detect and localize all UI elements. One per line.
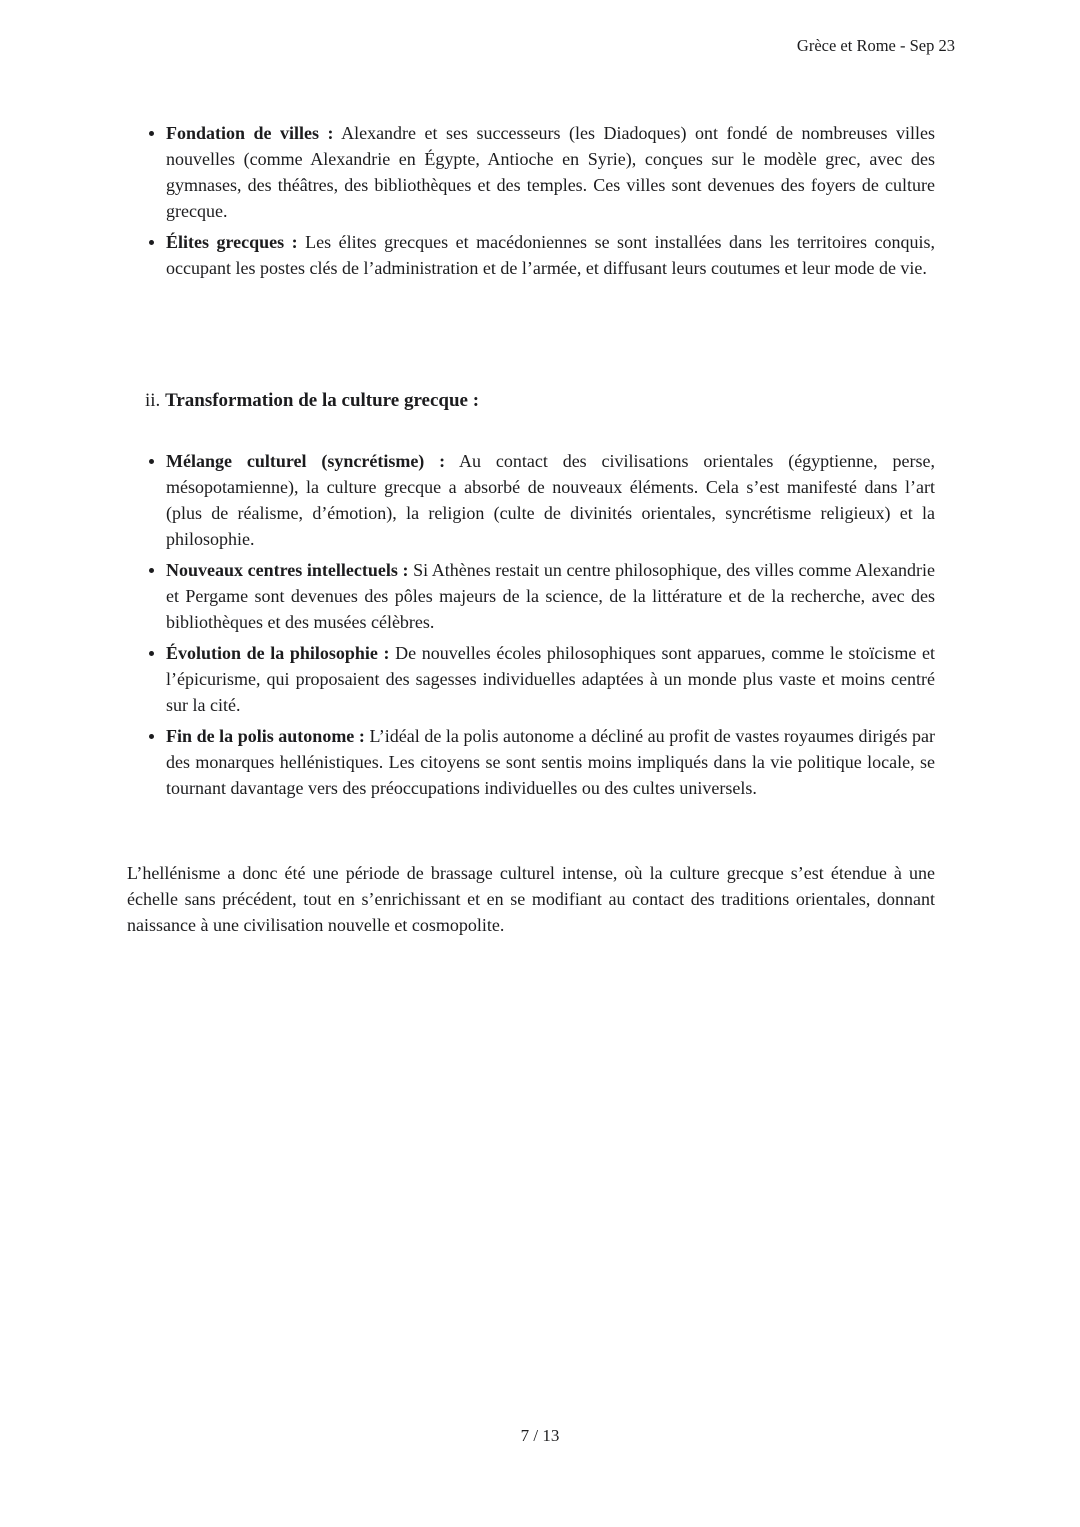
- list-item-lead: Fondation de villes :: [166, 123, 334, 143]
- list-item-text: De nouvelles écoles philosophiques sont apparues, comme le stoïcisme et l’épicurisme, qui proposaient des sagesses individuelles adaptées à un monde plus vaste et moins centré sur la cité.: [166, 643, 936, 715]
- list-item-lead: Élites grecques :: [166, 232, 298, 252]
- list-item: [127, 448, 935, 552]
- heading-title: Transformation de la culture grecque :: [165, 390, 480, 411]
- list-item-text: Les élites grecques et macédoniennes se sont installées dans les territoires conquis, occupant les postes clés de l’administration et de l’armée, et diffusant leurs coutumes et leur mode de vie.: [166, 232, 936, 278]
- list-item: [127, 229, 935, 281]
- list-item-text: Alexandre et ses successeurs (les Diadoques) ont fondé de nombreuses villes nouvelles (comme Alexandrie en Égypte, Antioche en Syrie), conçues sur le modèle grec, avec des gymnases, des théâtres, des bibliothèques et des temples. Ces villes sont devenues des foyers de culture grecque.: [166, 123, 936, 221]
- page-number: 7 / 13: [520, 1426, 560, 1445]
- list-item: [127, 640, 935, 718]
- list-item-text: L’idéal de la polis autonome a décliné au profit de vastes royaumes dirigés par des monarques hellénistiques. Les citoyens se sont sentis moins impliqués dans la vie politique locale, se tournant davantage vers des préoccupations individuelles ou des cultes universels.: [166, 726, 936, 798]
- bullet-list: [127, 448, 935, 801]
- list-item: [127, 557, 935, 635]
- bullet-icon: [149, 734, 154, 739]
- bullet-list: [127, 120, 935, 281]
- list-item-text: Si Athènes restait un centre philosophique, des villes comme Alexandrie et Pergame sont devenues des pôles majeurs de la science, de la littérature et de la recherche, avec des bibliothèques et des musées célèbres.: [166, 560, 936, 632]
- bullet-icon: [149, 459, 154, 464]
- bullet-list-hellenisation: [127, 120, 935, 286]
- list-item-lead: Fin de la polis autonome :: [166, 726, 365, 746]
- list-item: [127, 120, 935, 224]
- list-item: [127, 723, 935, 801]
- list-item-lead: Mélange culturel (syncrétisme) :: [166, 451, 446, 471]
- heading-numeral: ii.: [145, 390, 161, 411]
- bullet-icon: [149, 568, 154, 573]
- bullet-icon: [149, 240, 154, 245]
- list-item-lead: Évolution de la philosophie :: [166, 643, 390, 663]
- header-running-title: Grèce et Rome - Sep 23: [796, 36, 955, 55]
- bullet-icon: [149, 131, 154, 136]
- section-heading: [127, 387, 935, 415]
- bullet-icon: [149, 651, 154, 656]
- list-item-lead: Nouveaux centres intellectuels :: [166, 560, 409, 580]
- list-item-text: Au contact des civilisations orientales (égyptienne, perse, mésopotamienne), la culture grecque a absorbé de nouveaux éléments. Cela s’est manifesté dans l’art (plus de réalisme, d’émotion), la religion (culte de divinités orientales, syncrétisme religieux) et la philosophie.: [166, 451, 935, 549]
- bullet-list-transformation: [127, 448, 935, 806]
- closing-paragraph: L’hellénisme a donc été une période de brassage culturel intense, où la culture grecque s’est étendue à une échelle sans précédent, tout en s’enrichissant et en se modifiant au contact des traditions orientales, donnant naissance à une civilisation nouvelle et cosmopolite.: [127, 863, 935, 935]
